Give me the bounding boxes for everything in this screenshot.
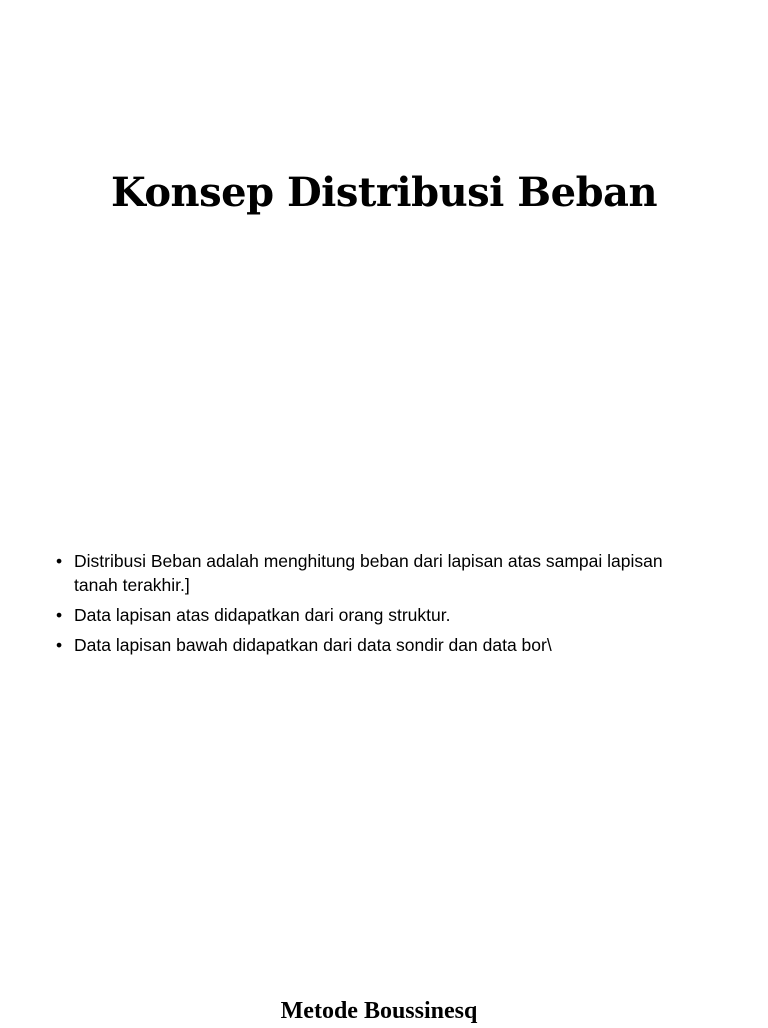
bullet-text-3: Data lapisan bawah didapatkan dari data sondir dan data bor\	[74, 635, 552, 655]
bullet-item-2	[56, 603, 706, 627]
bullet-icon: •	[56, 635, 63, 655]
bullet-icon: •	[56, 551, 63, 571]
bullet-item-1	[56, 549, 706, 597]
slide-title: Konsep Distribusi Beban	[110, 169, 658, 216]
bullet-text-1: Distribusi Beban adalah menghitung beban dari lapisan atas sampai lapisan tanah terakhir.]	[74, 551, 663, 595]
bullet-text-2: Data lapisan atas didapatkan dari orang struktur.	[74, 605, 451, 625]
bullet-list	[56, 549, 706, 663]
bullet-icon: •	[56, 605, 63, 625]
bullet-item-3	[56, 633, 706, 657]
next-slide-title: Metode Boussinesq	[280, 998, 478, 1024]
